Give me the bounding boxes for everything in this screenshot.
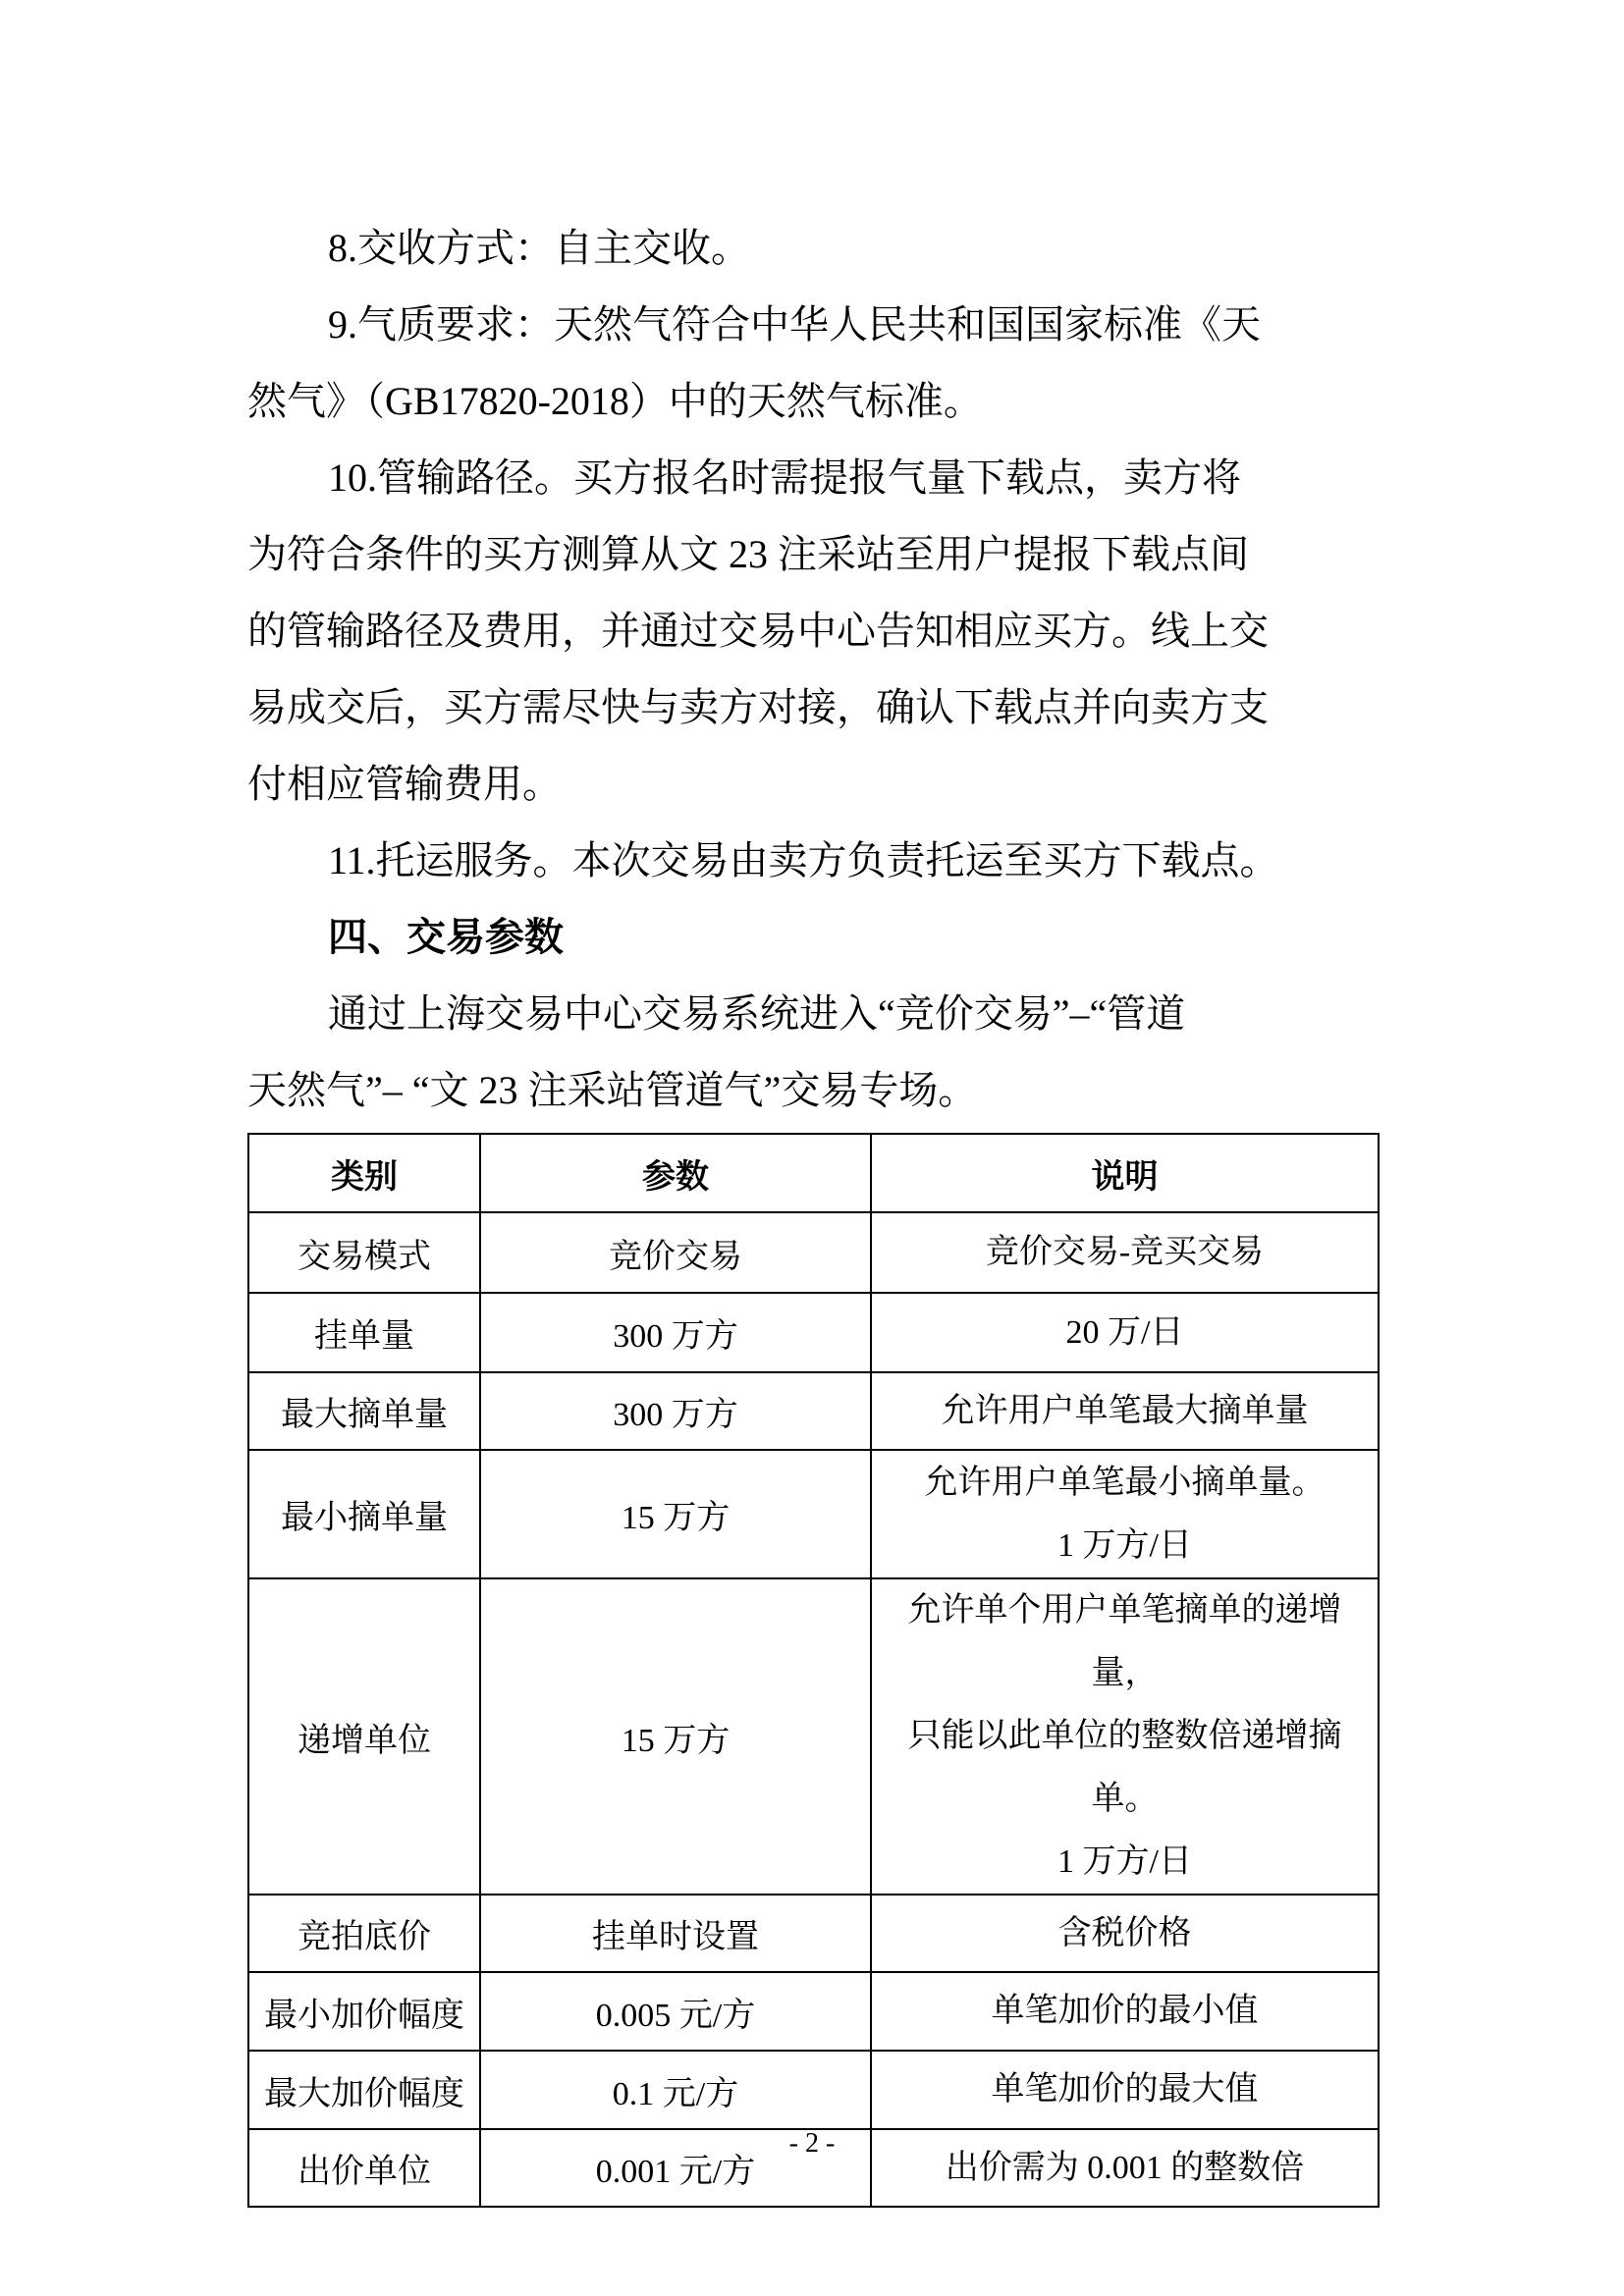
table-cell-category: 最小摘单量 (248, 1450, 480, 1578)
table-cell-desc (871, 1293, 1379, 1372)
table-cell-param: 0.1 元/方 (480, 2051, 871, 2129)
table-cell-desc (871, 1895, 1379, 1972)
table-cell-line: 20 万/日 (1065, 1313, 1184, 1351)
body-line: 天然气”– “文 23 注采站管道气”交易专场。 (247, 1068, 978, 1112)
table-cell-category: 挂单量 (248, 1293, 480, 1372)
page-number: - 2 - (788, 2128, 836, 2159)
table-cell-line: 允许用户单笔最大摘单量 (941, 1392, 1309, 1429)
table-cell-desc (871, 1972, 1379, 2051)
table-header-row (248, 1134, 1379, 1212)
table-cell-category: 出价单位 (248, 2129, 480, 2207)
table-cell-param: 300 万方 (480, 1372, 871, 1450)
body-line: 付相应管输费用。 (247, 762, 562, 806)
body-line: 为符合条件的买方测算从文 23 注采站至用户提报下载点间 (247, 532, 1249, 576)
table-cell-category: 竞拍底价 (248, 1895, 480, 1972)
table-row (248, 2051, 1379, 2129)
body-line: 的管输路径及费用，并通过交易中心告知相应买方。线上交 (247, 609, 1269, 653)
table-cell-param: 0.001 元/方 (480, 2129, 871, 2207)
body-text-block (247, 210, 1379, 1129)
table-cell-param: 300 万方 (480, 1293, 871, 1372)
table-cell-param: 挂单时设置 (480, 1895, 871, 1972)
table-cell-category: 递增单位 (248, 1578, 480, 1895)
table-cell-category: 最小加价幅度 (248, 1972, 480, 2051)
table-cell-desc (871, 2051, 1379, 2129)
table-row (248, 1895, 1379, 1972)
table-header-desc: 说明 (871, 1134, 1379, 1212)
table-row (248, 1578, 1379, 1895)
body-line: 易成交后，买方需尽快与卖方对接，确认下载点并向卖方支 (247, 685, 1269, 729)
table-cell-line: 含税价格 (1057, 1914, 1192, 1951)
table-row (248, 1212, 1379, 1293)
table-header-param: 参数 (480, 1134, 871, 1212)
table-cell-desc (871, 1372, 1379, 1450)
table-row (248, 1293, 1379, 1372)
body-line: 通过上海交易中心交易系统进入“竞价交易”–“管道 (328, 991, 1186, 1036)
table-cell-line: 1 万方/日 (1057, 1843, 1192, 1880)
trading-parameters-table (247, 1133, 1380, 2208)
table-cell-line: 出价需为 0.001 的整数倍 (945, 2149, 1305, 2186)
table-cell-line: 竞价交易-竞买交易 (985, 1234, 1265, 1270)
table-header-category: 类别 (248, 1134, 480, 1212)
table-row (248, 1372, 1379, 1450)
table-cell-param: 0.005 元/方 (480, 1972, 871, 2051)
table-cell-param: 15 万方 (480, 1578, 871, 1895)
table-cell-desc (871, 1578, 1379, 1895)
table-cell-line: 只能以此单位的整数倍递增摘单。 (907, 1718, 1342, 1817)
table-cell-line: 允许单个用户单笔摘单的递增量， (907, 1592, 1342, 1691)
table-row (248, 1972, 1379, 2051)
body-line: 然气》（GB17820-2018）中的天然气标准。 (247, 379, 983, 423)
table-cell-category: 最大加价幅度 (248, 2051, 480, 2129)
body-line: 10.管输路径。买方报名时需提报气量下载点，卖方将 (328, 455, 1241, 500)
table-cell-desc (871, 1212, 1379, 1293)
table-cell-line: 1 万方/日 (1057, 1526, 1192, 1564)
table-cell-desc (871, 1450, 1379, 1578)
body-line: 11.托运服务。本次交易由卖方负责托运至买方下载点。 (328, 838, 1279, 882)
table-row (248, 1450, 1379, 1578)
table-cell-param: 竞价交易 (480, 1212, 871, 1293)
table-cell-category: 交易模式 (248, 1212, 480, 1293)
table-cell-line: 单笔加价的最大值 (991, 2071, 1259, 2108)
body-line: 8.交收方式：自主交收。 (328, 226, 750, 270)
table-cell-param: 15 万方 (480, 1450, 871, 1578)
table-cell-line: 单笔加价的最小值 (991, 1993, 1259, 2029)
table-cell-category: 最大摘单量 (248, 1372, 480, 1450)
table-cell-line: 允许用户单笔最小摘单量。 (924, 1464, 1326, 1501)
body-line: 9.气质要求：天然气符合中华人民共和国国家标准《天 (328, 302, 1261, 347)
section-heading: 四、交易参数 (328, 915, 564, 959)
